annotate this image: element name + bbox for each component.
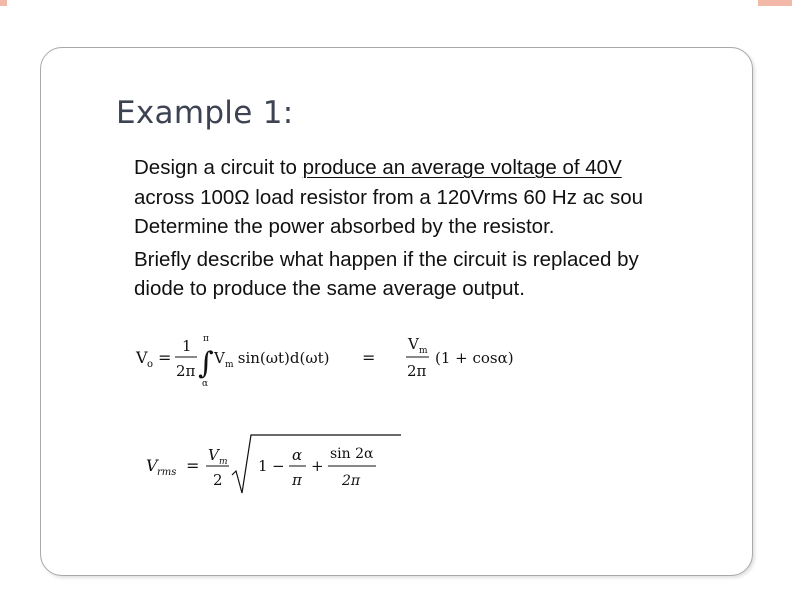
vrms-plus: + — [311, 457, 324, 475]
text-line-3: Determine the power absorbed by the resistor. — [134, 215, 555, 238]
text-line-2: across 100Ω load resistor from a 120Vrms 60 Hz ac sou — [134, 185, 644, 209]
slide-frame — [40, 47, 753, 576]
vo-frac2-num: V — [408, 335, 419, 353]
vrms-lhs: V — [146, 456, 158, 475]
vrms-lhs-sub: rms — [157, 467, 177, 478]
text-line-1-plain: Design a circuit to — [134, 156, 303, 179]
text-line-1 — [134, 153, 753, 183]
problem-text — [134, 153, 753, 304]
integral-sign: ∫ — [198, 346, 214, 381]
text-line-4: Briefly describe what happen if the circuit is replaced by — [134, 247, 639, 271]
vo-lhs: V — [136, 348, 148, 367]
vo-frac1-den: 2π — [176, 362, 196, 380]
vrms-frac3-den: 2π — [342, 473, 361, 489]
vrms-frac1-num: V — [208, 446, 219, 464]
formula-vo — [136, 333, 514, 393]
vo-frac2-den: 2π — [407, 362, 427, 380]
vo-integrand-v: V — [214, 349, 225, 367]
vo-tail: (1 + cosα) — [435, 349, 514, 367]
text-line-5: diode to produce the same average output. — [134, 277, 525, 300]
vo-integrand-rest: sin(ωt)d(ωt) — [233, 349, 330, 367]
corner-accent-left — [0, 0, 7, 6]
vo-int-lower: α — [202, 379, 209, 389]
vo-integrand-sub: m — [225, 360, 234, 370]
vrms-frac2-den: π — [292, 471, 302, 489]
corner-accent-right — [758, 0, 792, 6]
vrms-frac1-num-sub: m — [219, 457, 228, 467]
vrms-frac2-num: α — [292, 446, 303, 464]
slide-title: Example 1: — [116, 95, 294, 131]
vrms-one: 1 — [258, 457, 268, 475]
vo-eq: = — [158, 348, 172, 367]
vo-lhs-sub: o — [147, 359, 154, 370]
vo-eq2: = — [362, 348, 376, 367]
formula-vrms — [146, 433, 376, 503]
vrms-eq: = — [186, 456, 200, 475]
vrms-frac3-num: sin 2α — [330, 446, 374, 462]
vo-frac1-num: 1 — [182, 337, 192, 355]
text-line-1-underlined: produce an average voltage of 40V — [302, 156, 622, 179]
vrms-minus: − — [272, 457, 285, 475]
vrms-frac1-den: 2 — [213, 471, 223, 489]
vo-int-upper: π — [203, 334, 209, 344]
vo-frac2-num-sub: m — [419, 346, 428, 356]
